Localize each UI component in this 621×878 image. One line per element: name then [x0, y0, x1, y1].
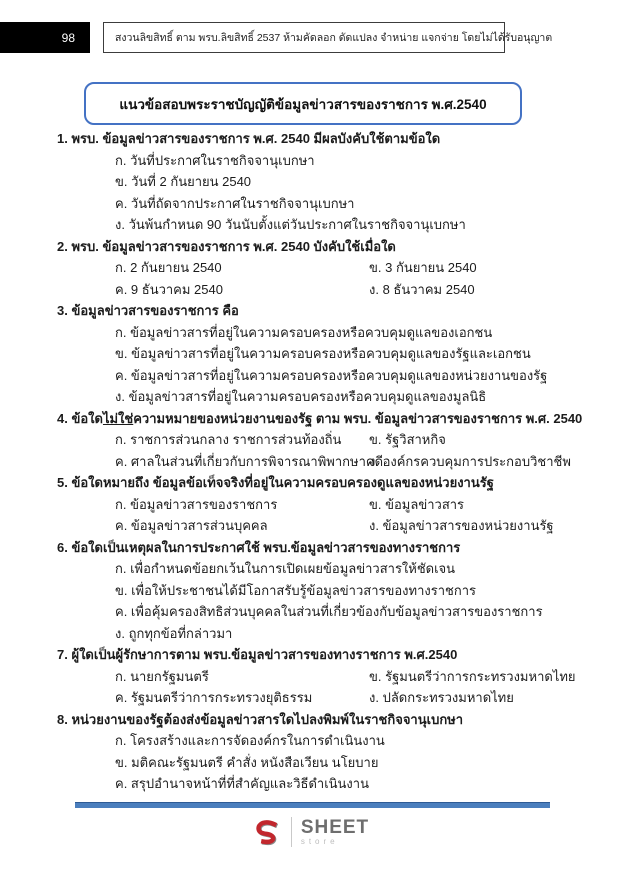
- logo-s-icon: [252, 817, 282, 847]
- logo-separator: [291, 817, 292, 847]
- option-row: [57, 171, 567, 193]
- question-number: 3.: [57, 303, 72, 318]
- answer-option: ก. ข้อมูลข่าวสารที่อยู่ในความครอบครองหรือควบคุมดูแลของเอกชน: [115, 324, 493, 340]
- question-title-text: พรบ. ข้อมูลข่าวสารของราชการ พ.ศ. 2540 มีผลบังคับใช้ตามข้อใด: [71, 131, 441, 146]
- question-number: 5.: [57, 475, 72, 490]
- option-row: [57, 494, 567, 516]
- answer-option: ค. ศาลในส่วนที่เกี่ยวกับการพิจารณาพิพากษาคดี: [115, 453, 384, 469]
- question-3: [57, 300, 567, 408]
- question-title: [57, 537, 567, 559]
- question-title-text: หน่วยงานของรัฐต้องส่งข้อมูลข่าวสารใดไปลงพิมพ์ในราชกิจจานุเบกษา: [71, 711, 464, 727]
- answer-option: ข. ข้อมูลข่าวสาร: [369, 496, 465, 512]
- page-number: 98: [61, 30, 75, 45]
- answer-option: ข. 3 กันยายน 2540: [369, 260, 477, 275]
- sheet-store-logo: [0, 817, 621, 847]
- question-title: [57, 128, 567, 150]
- answer-option: ข. ข้อมูลข่าวสารที่อยู่ในความครอบครองหรือควบคุมดูแลของรัฐและเอกชน: [115, 346, 531, 361]
- option-row: [57, 730, 567, 752]
- answer-option: ง. ปลัดกระทรวงมหาดไทย: [369, 690, 514, 705]
- question-title-text: พรบ. ข้อมูลข่าวสารของราชการ พ.ศ. 2540 บังคับใช้เมื่อใด: [71, 238, 396, 254]
- page-header: [0, 22, 621, 53]
- option-row: [57, 601, 567, 623]
- option-row: [57, 214, 567, 236]
- answer-option: ค. เพื่อคุ้มครองสิทธิส่วนบุคคลในส่วนที่เกี่ยวข้องกับข้อมูลข่าวสารของราชการ: [115, 604, 543, 619]
- logo-text-sheet: SHEET: [300, 816, 370, 838]
- option-row: [57, 429, 567, 451]
- question-1: [57, 128, 567, 236]
- question-number: 2.: [57, 238, 72, 254]
- page-footer: [0, 802, 621, 847]
- option-row: [57, 193, 567, 215]
- answer-option: ข. รัฐมนตรีว่าการกระทรวงมหาดไทย: [369, 668, 576, 684]
- option-row: [57, 687, 567, 709]
- question-number: 7.: [57, 647, 72, 662]
- answer-option: ก. เพื่อกำหนดข้อยกเว้นในการเปิดเผยข้อมูลข่าวสารให้ชัดเจน: [115, 561, 456, 576]
- option-row: [57, 343, 567, 365]
- option-row: [57, 752, 567, 774]
- question-title: [57, 408, 583, 430]
- question-7: [57, 644, 576, 709]
- answer-option: ก. 2 กันยายน 2540: [115, 260, 222, 275]
- answer-option: ค. ข้อมูลข่าวสารส่วนบุคคล: [115, 518, 268, 533]
- question-title: [57, 472, 567, 494]
- question-title-text: ผู้ใดเป็นผู้รักษาการตาม พรบ.ข้อมูลข่าวสารของทางราชการ พ.ศ.2540: [71, 647, 458, 662]
- answer-option: ข. เพื่อให้ประชาชนได้มีโอกาสรับรู้ข้อมูลข่าวสารของทางราชการ: [115, 582, 477, 598]
- option-row: [57, 580, 567, 602]
- question-4: [57, 408, 583, 473]
- option-row: [57, 558, 567, 580]
- answer-option: ค. รัฐมนตรีว่าการกระทรวงยุติธรรม: [115, 690, 313, 705]
- answer-option: ก. ข้อมูลข่าวสารของราชการ: [115, 496, 278, 512]
- option-row: [57, 257, 567, 279]
- answer-option: ค. วันที่ถัดจากประกาศในราชกิจจานุเบกษา: [115, 195, 355, 211]
- option-row: [57, 515, 567, 537]
- option-row: [57, 150, 567, 172]
- question-title: [57, 644, 567, 666]
- answer-option: ก. นายกรัฐมนตรี: [115, 668, 209, 684]
- question-8: [57, 709, 567, 795]
- option-row: [57, 451, 571, 473]
- option-row: [57, 322, 567, 344]
- answer-option: ง. ถูกทุกข้อที่กล่าวมา: [115, 625, 233, 641]
- answer-option: ง. องค์กรควบคุมการประกอบวิชาชีพ: [369, 453, 571, 469]
- page-number-box: [0, 22, 90, 53]
- question-title-text: ข้อใด: [71, 410, 103, 426]
- question-title-text: ข้อใดเป็นเหตุผลในการประกาศใช้ พรบ.ข้อมูลข่าวสารของทางราชการ: [71, 539, 461, 555]
- question-title: [57, 300, 567, 322]
- copyright-notice-box: [103, 22, 553, 53]
- answer-option: ง. วันพ้นกำหนด 90 วันนับตั้งแต่วันประกาศในราชกิจจานุเบกษา: [115, 217, 466, 232]
- answer-option: ก. ราชการส่วนกลาง ราชการส่วนท้องถิ่น: [115, 432, 342, 447]
- copyright-text: สงวนลิขสิทธิ์ ตาม พรบ.ลิขสิทธิ์ 2537 ห้ามคัดลอก ดัดแปลง จำหน่าย แจกจ่าย โดยไม่ได้รับอนุญาต: [115, 32, 553, 44]
- answer-option: ง. 8 ธันวาคม 2540: [369, 281, 475, 297]
- answer-option: ค. สรุปอำนาจหน้าที่ที่สำคัญและวิธีดำเนินงาน: [115, 776, 369, 791]
- option-row: [57, 386, 567, 408]
- question-title-text: ไม่ใช่: [102, 410, 134, 426]
- option-row: [57, 773, 567, 795]
- option-row: [57, 365, 567, 387]
- answer-option: ก. โครงสร้างและการจัดองค์กรในการดำเนินงาน: [115, 733, 385, 748]
- question-title-text: ข้อใดหมายถึง ข้อมูลข้อเท็จจริงที่อยู่ในความครอบครองดูแลของหน่วยงานรัฐ: [71, 475, 494, 490]
- question-number: 8.: [57, 711, 72, 727]
- exam-title-box: [84, 82, 522, 125]
- question-title: [57, 236, 567, 258]
- footer-divider: [75, 802, 550, 808]
- option-row: [57, 623, 567, 645]
- question-title-text: ข้อมูลข่าวสารของราชการ คือ: [71, 303, 239, 318]
- answer-option: ก. วันที่ประกาศในราชกิจจานุเบกษา: [115, 152, 315, 168]
- option-row: [57, 666, 576, 688]
- question-5: [57, 472, 567, 537]
- answer-option: ข. มติคณะรัฐมนตรี คำสั่ง หนังสือเวียน นโยบาย: [115, 754, 379, 770]
- answer-option: ง. ข้อมูลข่าวสารของหน่วยงานรัฐ: [369, 518, 554, 533]
- answer-option: ค. ข้อมูลข่าวสารที่อยู่ในความครอบครองหรือควบคุมดูแลของหน่วยงานของรัฐ: [115, 367, 548, 383]
- answer-option: ข. รัฐวิสาหกิจ: [369, 432, 446, 447]
- question-title-text: ความหมายของหน่วยงานของรัฐ ตาม พรบ. ข้อมูลข่าวสารของราชการ พ.ศ. 2540: [133, 410, 583, 426]
- question-title: [57, 709, 567, 731]
- exam-title: แนวข้อสอบพระราชบัญญัติข้อมูลข่าวสารของราชการ พ.ศ.2540: [119, 96, 487, 112]
- question-number: 4.: [57, 410, 72, 426]
- question-number: 1.: [57, 131, 72, 146]
- answer-option: ง. ข้อมูลข่าวสารที่อยู่ในความครอบครองหรือควบคุมดูแลของมูลนิธิ: [115, 389, 487, 404]
- option-row: [57, 279, 567, 301]
- questions-list: [57, 128, 583, 795]
- logo-text-store: store: [300, 836, 339, 846]
- question-6: [57, 537, 567, 645]
- question-number: 6.: [57, 539, 72, 555]
- answer-option: ข. วันที่ 2 กันยายน 2540: [115, 174, 252, 189]
- logo-text: [301, 818, 369, 847]
- question-2: [57, 236, 567, 301]
- answer-option: ค. 9 ธันวาคม 2540: [115, 281, 223, 297]
